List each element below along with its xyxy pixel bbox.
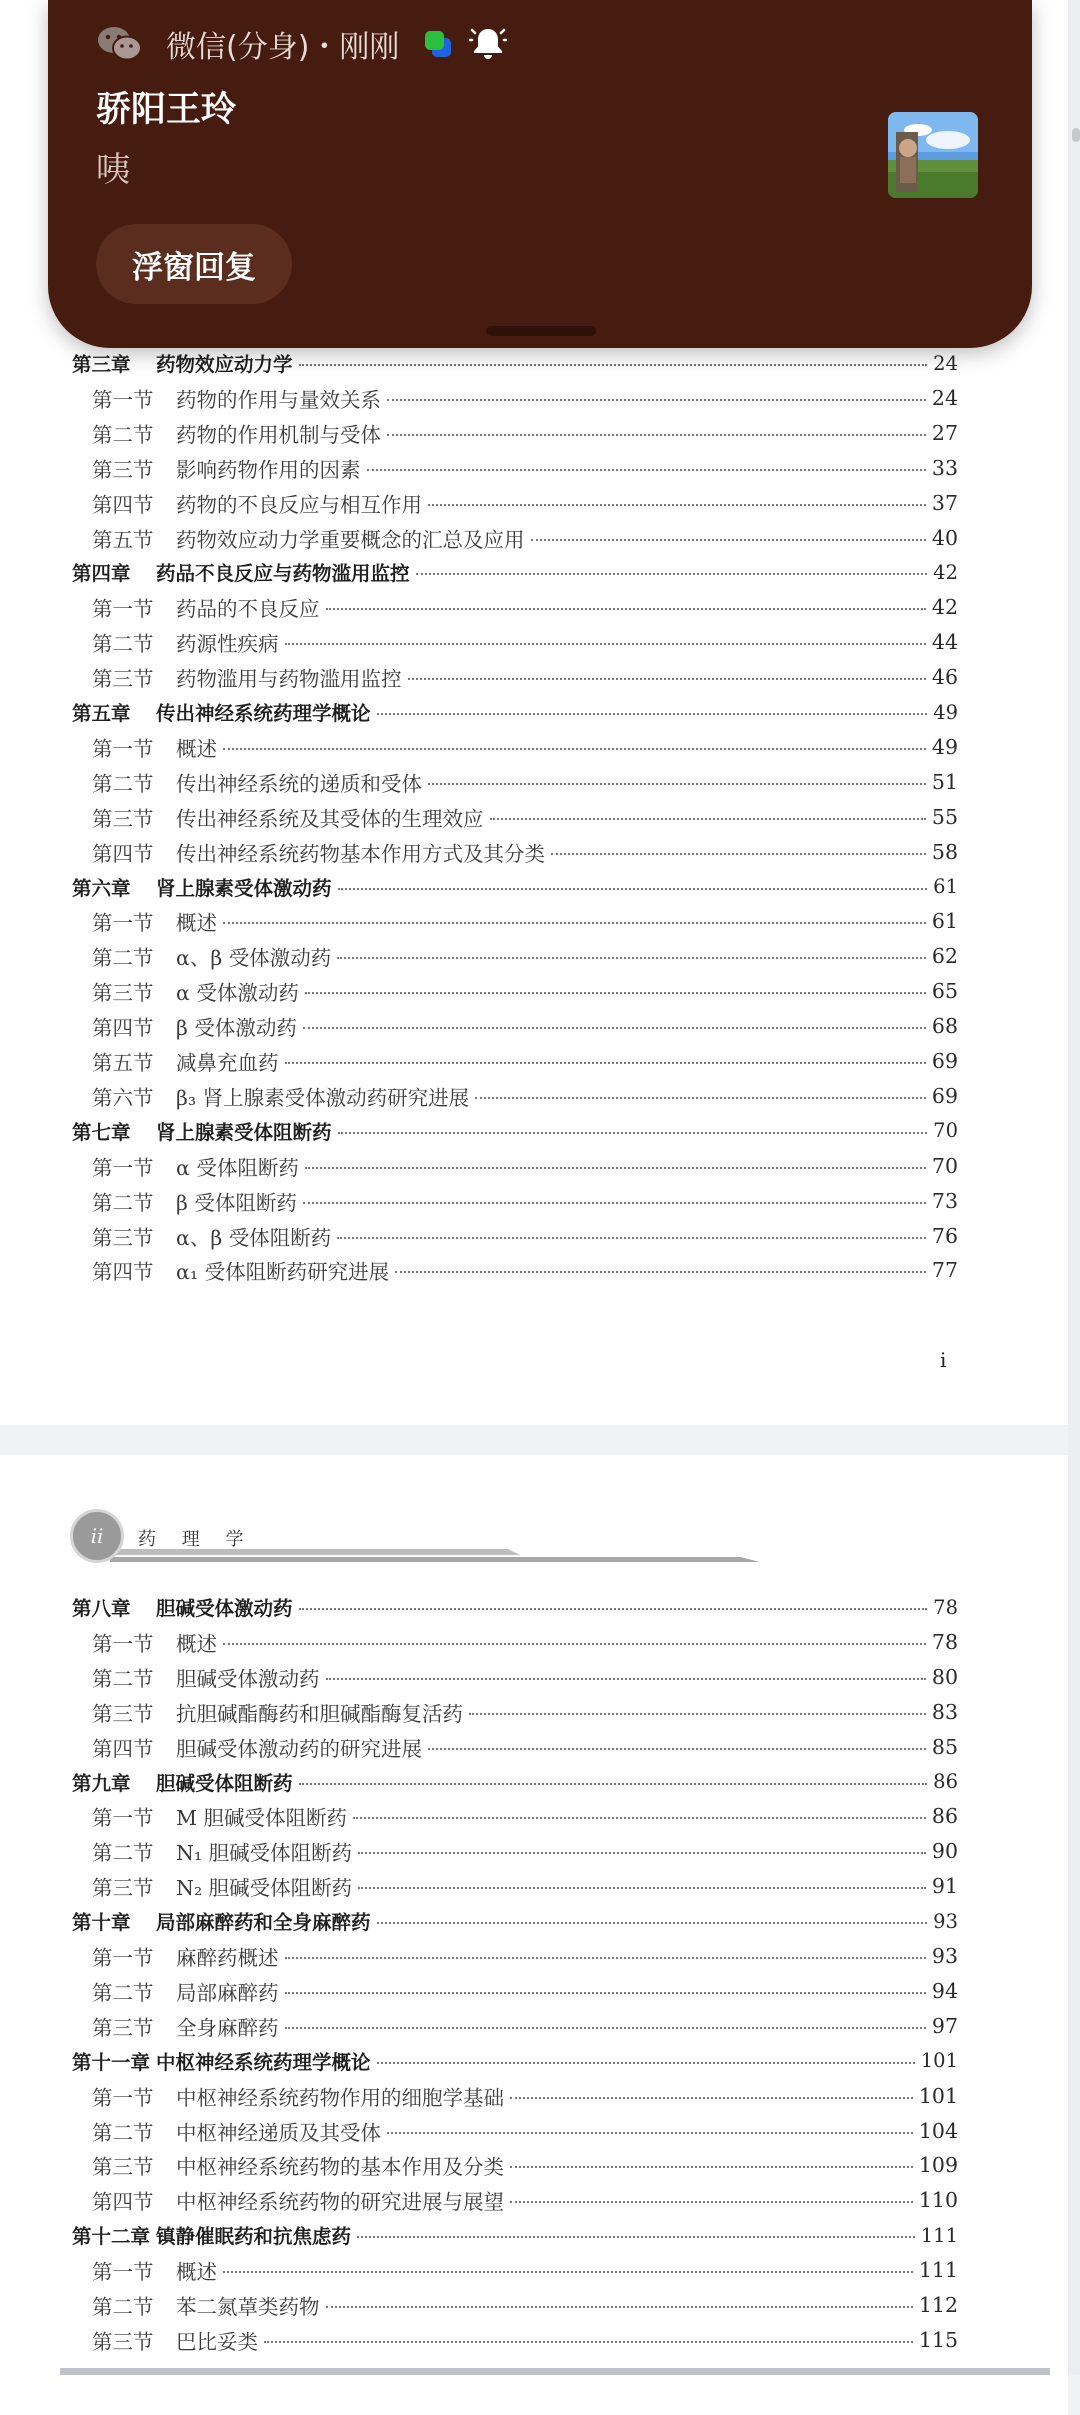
toc-section-entry[interactable] [92,1009,958,1043]
toc-entry-title: 镇静催眠药和抗焦虑药 [156,2225,352,2249]
toc-entry-page: 111 [918,2258,958,2283]
toc-section-entry[interactable] [92,1974,958,2008]
toc-chapter-entry[interactable] [72,1904,958,1938]
toc-entry-page: 58 [931,839,958,864]
toc-entry-number: 第一节 [92,1946,154,1970]
toc-section-entry[interactable] [92,1044,958,1078]
toc-entry-title: β 受体激动药 [176,1016,297,1041]
toc-chapter-entry[interactable] [72,870,958,904]
toc-entry-page: 61 [931,909,958,934]
toc-leader-dots [469,1713,926,1715]
toc-entry-title: 药物效应动力学重要概念的汇总及应用 [176,527,525,552]
toc-entry-number: 第三节 [92,1225,154,1250]
toc-entry-number: 第十章 [72,1911,131,1935]
toc-chapter-entry[interactable] [72,346,958,380]
toc-entry-page: 42 [933,560,958,584]
toc-section-entry[interactable] [92,2183,958,2217]
toc-leader-dots [285,643,926,645]
toc-entry-number: 第三节 [92,2155,154,2180]
toc-entry-page: 104 [918,2118,958,2143]
toc-section-entry[interactable] [92,1730,958,1764]
toc-section-entry[interactable] [92,1219,958,1253]
toc-leader-dots [338,1132,928,1134]
toc-leader-dots [387,434,926,436]
toc-section-entry[interactable] [92,1695,958,1729]
toc-leader-dots [416,573,928,575]
toc-leader-dots [285,1992,926,1994]
toc-leader-dots [357,2236,915,2238]
toc-entry-number: 第五节 [92,1051,154,1075]
toc-leader-dots [377,713,928,715]
toc-leader-dots [223,1643,926,1645]
toc-section-entry[interactable] [92,2009,958,2043]
toc-leader-dots [510,2097,913,2099]
toc-entry-title: 药物滥用与药物滥用监控 [176,667,402,692]
toc-leader-dots [353,1817,926,1819]
toc-entry-title: β₃ 肾上腺素受体激动药研究进展 [176,1085,470,1110]
toc-chapter-entry[interactable] [72,1114,958,1148]
toc-leader-dots [387,399,926,401]
toc-leader-dots [510,2166,913,2168]
toc-entry-number: 第三章 [72,353,131,376]
toc-entry-title: N₁ 胆碱受体阻断药 [176,1841,353,1866]
toc-section-entry[interactable] [92,416,958,450]
toc-leader-dots [337,957,926,959]
toc-leader-dots [264,2341,913,2343]
toc-section-entry[interactable] [92,1834,958,1868]
toc-entry-number: 第四节 [92,841,154,866]
toc-entry-page: 70 [933,1119,958,1143]
toc-entry-number: 第一节 [92,2260,154,2285]
toc-leader-dots [338,888,928,890]
toc-section-entry[interactable] [92,381,958,415]
toc-leader-dots [358,1887,926,1889]
toc-entry-number: 第一节 [92,597,154,622]
toc-entry-title: 胆碱受体阻断药 [156,1771,293,1795]
toc-chapter-entry[interactable] [72,1590,958,1624]
toc-leader-dots [303,1027,926,1029]
toc-section-entry[interactable] [92,1660,958,1694]
toc-chapter-entry[interactable] [72,2044,958,2078]
toc-leader-dots [303,1202,926,1204]
toc-section-entry[interactable] [92,730,958,764]
toc-entry-title: 肾上腺素受体激动药 [156,876,332,900]
toc-section-entry[interactable] [92,2253,958,2287]
toc-section-entry[interactable] [92,2079,958,2113]
running-header [70,1505,730,1565]
toc-entry-title: 概述 [176,736,217,761]
toc-entry-page: 77 [931,1258,958,1283]
toc-entry-title: 胆碱受体激动药的研究进展 [176,1736,422,1761]
toc-section-entry[interactable] [92,1869,958,1903]
toc-entry-page: 86 [931,1804,958,1829]
toc-entry-number: 第二节 [92,1190,154,1215]
toc-entry-page: 24 [931,385,958,410]
toc-entry-page: 93 [933,1909,958,1933]
toc-entry-number: 第二节 [92,632,154,657]
toc-entry-number: 第二节 [92,1666,154,1691]
toc-entry-title: 中枢神经递质及其受体 [176,2120,381,2145]
toc-entry-title: N₂ 胆碱受体阻断药 [176,1876,353,1901]
toc-entry-title: 药品的不良反应 [176,597,320,622]
toc-entry-title: 药物的作用机制与受体 [176,422,381,447]
toc-section-entry[interactable] [92,660,958,694]
toc-entry-number: 第三节 [92,457,154,482]
toc-entry-page: 76 [931,1223,958,1248]
toc-entry-page: 27 [931,420,958,445]
toc-entry-page: 115 [918,2327,958,2352]
toc-section-entry[interactable] [92,1079,958,1113]
toc-entry-number: 第一节 [92,1155,154,1180]
toc-section-entry[interactable] [92,800,958,834]
toc-entry-title: 传出神经系统药理学概论 [156,702,371,725]
toc-entry-number: 第十一章 [72,2050,151,2074]
toc-entry-page: 110 [918,2188,958,2213]
toc-entry-title: 药品不良反应与药物滥用监控 [156,562,410,586]
toc-entry-number: 第六章 [72,876,131,900]
toc-entry-page: 70 [931,1153,958,1178]
toc-leader-dots [305,992,926,994]
toc-entry-title: 中枢神经系统药物作用的细胞学基础 [176,2085,504,2110]
scrollbar-thumb[interactable] [1072,128,1080,142]
wechat-icon [96,24,144,64]
toc-entry-title: α、β 受体激动药 [176,946,332,971]
toc-entry-page: 44 [931,630,958,655]
toc-entry-title: 概述 [176,911,217,936]
toc-entry-number: 第二节 [92,422,154,447]
toc-entry-title: 麻醉药概述 [176,1946,279,1970]
toc-entry-number: 第一节 [92,387,154,412]
toc-leader-dots [490,818,926,820]
toc-section-entry[interactable] [92,625,958,659]
toc-entry-number: 第二节 [92,2120,154,2145]
toc-leader-dots [326,608,926,610]
toc-section-entry[interactable] [92,1149,958,1183]
toc-entry-title: 全身麻醉药 [176,2015,279,2040]
toc-entry-number: 第三节 [92,1876,154,1901]
toc-entry-title: α 受体阻断药 [176,1155,299,1180]
toc-section-entry[interactable] [92,590,958,624]
toc-leader-dots [428,783,926,785]
toc-entry-page: 69 [931,1083,958,1108]
floating-reply-button[interactable]: 浮窗回复 [96,224,292,304]
toc-entry-title: 影响药物作用的因素 [176,457,361,482]
toc-section-entry[interactable] [92,521,958,555]
toc-entry-page: 91 [931,1874,958,1899]
toc-entry-page: 24 [933,351,958,375]
toc-entry-page: 55 [931,804,958,829]
toc-leader-dots [285,2027,926,2029]
toc-entry-number: 第三节 [92,2329,154,2354]
toc-entry-number: 第一节 [92,911,154,936]
toc-section-entry[interactable] [92,904,958,938]
toc-entry-page: 62 [931,944,958,969]
toc-entry-number: 第四节 [92,492,154,517]
toc-leader-dots [428,1748,926,1750]
page-number-badge: ii [70,1509,124,1563]
header-rule [110,1557,760,1562]
toc-entry-number: 第八章 [72,1597,131,1620]
toc-leader-dots [387,2132,913,2134]
toc-chapter-entry[interactable] [72,555,958,589]
toc-leader-dots [326,2306,913,2308]
toc-entry-title: 中枢神经系统药物的研究进展与展望 [176,2190,504,2215]
toc-entry-number: 第五章 [72,702,131,725]
toc-entry-page: 42 [931,595,958,620]
toc-entry-title: 减鼻充血药 [176,1051,279,1075]
toc-leader-dots [510,2201,913,2203]
toc-entry-number: 第四章 [72,562,131,586]
toc-entry-number: 第十二章 [72,2225,151,2249]
toc-entry-number: 第三节 [92,2015,154,2040]
toc-entry-page: 101 [920,2049,958,2073]
toc-leader-dots [358,1852,926,1854]
toc-leader-dots [367,469,926,471]
toc-section-entry[interactable] [92,2148,958,2182]
toc-entry-page: 93 [931,1944,958,1968]
toc-entry-number: 第三节 [92,806,154,831]
toc-entry-number: 第二节 [92,771,154,796]
toc-leader-dots [299,1608,928,1610]
toc-entry-page: 73 [931,1188,958,1213]
toc-entry-title: α 受体激动药 [176,981,299,1006]
toc-section-entry[interactable] [92,835,958,869]
toc-leader-dots [337,1237,926,1239]
toc-entry-page: 94 [931,1978,958,2003]
toc-entry-title: 概述 [176,2260,217,2285]
toc-entry-title: 胆碱受体激动药 [156,1597,293,1620]
page-number: i [940,1348,947,1372]
toc-entry-page: 46 [931,665,958,690]
toc-leader-dots [408,678,926,680]
toc-section-entry[interactable] [92,765,958,799]
toc-entry-number: 第六节 [92,1085,154,1110]
toc-section-entry[interactable] [92,1253,958,1287]
notification-banner[interactable] [48,0,1032,348]
toc-entry-title: 传出神经系统药物基本作用方式及其分类 [176,841,545,866]
toc-section-entry[interactable] [92,1625,958,1659]
toc-entry-title: α₁ 受体阻断药研究进展 [176,1260,390,1285]
toc-section-entry[interactable] [92,1939,958,1973]
toc-entry-title: 局部麻醉药和全身麻醉药 [156,1911,371,1935]
toc-entry-page: 111 [920,2223,958,2247]
toc-entry-number: 第四节 [92,1736,154,1761]
toc-entry-page: 86 [933,1770,958,1793]
toc-entry-title: M 胆碱受体阻断药 [176,1806,348,1831]
toc-entry-title: 苯二氮䓬类药物 [176,2295,320,2319]
toc-leader-dots [377,1922,928,1924]
toc-entry-number: 第五节 [92,527,154,552]
toc-entry-page: 49 [933,700,958,724]
toc-entry-number: 第一节 [92,2085,154,2110]
toc-entry-page: 69 [931,1049,958,1073]
toc-entry-number: 第四节 [92,1260,154,1285]
toc-chapter-entry[interactable] [72,2218,958,2252]
toc-entry-title: 传出神经系统的递质和受体 [176,771,422,796]
toc-entry-number: 第二节 [92,1980,154,2005]
toc-entry-title: α、β 受体阻断药 [176,1225,332,1250]
toc-entry-number: 第一节 [92,736,154,761]
toc-entry-page: 90 [931,1839,958,1864]
toc-entry-title: 概述 [176,1631,217,1656]
toc-entry-number: 第二节 [92,946,154,971]
toc-entry-number: 第九章 [72,1771,131,1795]
toc-entry-number: 第二节 [92,2295,154,2319]
toc-section-entry[interactable] [92,2288,958,2322]
toc-section-entry[interactable] [92,2323,958,2357]
toc-entry-page: 85 [931,1734,958,1759]
toc-leader-dots [551,853,926,855]
toc-leader-dots [223,748,926,750]
toc-section-entry[interactable] [92,939,958,973]
running-header-title: 药 理 学 [138,1529,254,1550]
toc-entry-title: 肾上腺素受体阻断药 [156,1120,332,1144]
toc-entry-page: 51 [931,769,958,794]
toc-leader-dots [531,539,926,541]
toc-entry-page: 49 [931,734,958,759]
toc-entry-page: 112 [918,2293,958,2317]
toc-entry-number: 第三节 [92,1701,154,1726]
toc-entry-page: 80 [931,1664,958,1689]
toc-entry-number: 第二节 [92,1841,154,1866]
toc-entry-page: 97 [931,2013,958,2038]
toc-entry-page: 37 [931,490,958,515]
toc-leader-dots [223,922,926,924]
toc-entry-number: 第一节 [92,1631,154,1656]
toc-entry-page: 68 [931,1014,958,1039]
toc-entry-title: 药物效应动力学 [156,353,293,376]
toc-leader-dots [299,1783,928,1785]
toc-entry-title: 抗胆碱酯酶药和胆碱酯酶复活药 [176,1701,463,1726]
toc-entry-title: 中枢神经系统药物的基本作用及分类 [176,2155,504,2180]
scrollbar-track[interactable] [1068,0,1080,2375]
toc-entry-page: 78 [933,1595,958,1619]
toc-section-entry[interactable] [92,1799,958,1833]
toc-entry-title: 传出神经系统及其受体的生理效应 [176,806,484,831]
toc-leader-dots [305,1167,926,1169]
toc-entry-page: 109 [918,2153,958,2178]
toc-entry-title: β 受体阻断药 [176,1190,297,1215]
toc-entry-page: 101 [918,2083,958,2108]
notification-header [96,22,507,66]
toc-leader-dots [299,364,928,366]
toc-entry-number: 第四节 [92,1016,154,1041]
toc-entry-title: 巴比妥类 [176,2329,258,2354]
toc-leader-dots [223,2271,913,2273]
toc-leader-dots [428,504,926,506]
toc-entry-page: 83 [931,1699,958,1724]
bell-icon [469,25,507,63]
toc-entry-title: 药物的不良反应与相互作用 [176,492,422,517]
toc-entry-number: 第三节 [92,667,154,692]
toc-entry-title: 药物的作用与量效关系 [176,387,381,412]
toc-entry-title: 药源性疾病 [176,632,279,657]
horizontal-scrollbar[interactable] [60,2368,1050,2375]
notification-app-label: 微信(分身)・刚刚 [166,30,400,65]
toc-entry-number: 第一节 [92,1806,154,1831]
toc-leader-dots [475,1097,926,1099]
toc-entry-page: 40 [931,525,958,550]
toc-entry-number: 第三节 [92,981,154,1006]
toc-entry-title: 胆碱受体激动药 [176,1666,320,1691]
toc-leader-dots [395,1271,926,1273]
toc-entry-page: 78 [931,1629,958,1654]
toc-leader-dots [285,1957,926,1959]
toc-section-entry[interactable] [92,451,958,485]
toc-entry-number: 第七章 [72,1120,131,1144]
drag-handle[interactable] [486,326,596,336]
toc-section-entry[interactable] [92,1184,958,1218]
chat-badge-icon [423,29,453,59]
toc-section-entry[interactable] [92,2114,958,2148]
toc-leader-dots [285,1062,926,1064]
toc-entry-title: 局部麻醉药 [176,1980,279,2005]
document-page-2 [0,1455,1068,2415]
toc-leader-dots [326,1678,926,1680]
toc-chapter-entry[interactable] [72,1765,958,1799]
toc-leader-dots [377,2062,915,2064]
toc-chapter-entry[interactable] [72,695,958,729]
toc-entry-page: 65 [931,979,958,1004]
toc-entry-page: 61 [933,875,958,898]
toc-section-entry[interactable] [92,974,958,1008]
toc-entry-number: 第四节 [92,2190,154,2215]
toc-entry-page: 33 [931,455,958,480]
toc-section-entry[interactable] [92,486,958,520]
notification-message: 咦 [96,150,130,190]
notification-sender: 骄阳王玲 [96,90,237,130]
toc-entry-title: 中枢神经系统药理学概论 [156,2050,371,2074]
contact-avatar [888,112,978,198]
